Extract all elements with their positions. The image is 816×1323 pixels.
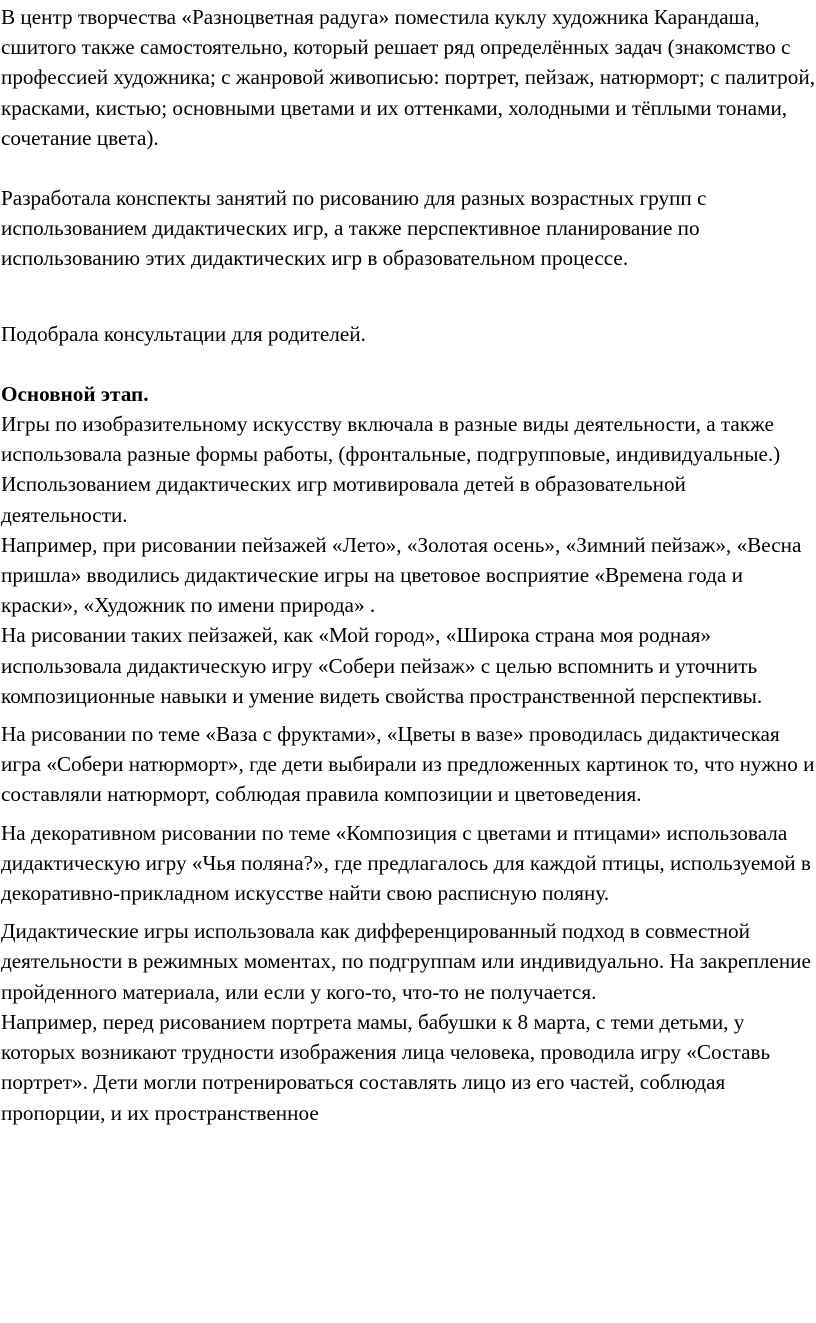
paragraph-portrait: Например, перед рисованием портрета мамы, бабушки к 8 марта, с теми детьми, у которых возникают трудности изображения лица человека, проводила игру «Составь портрет». Дети могли потренироваться составлять лицо из его частей, соблюдая пропорции, и их пространственное xyxy=(1,1009,771,1125)
paragraph-games-forms: Игры по изобразительному искусству включала в разные виды деятельности, а также использовала разные формы работы, (фронтальные, подгрупповые, индивидуальные.) xyxy=(1,412,781,467)
paragraph-spacing xyxy=(1,711,816,719)
section-heading-main-stage: Основной этап. xyxy=(1,381,149,406)
blank-line xyxy=(1,349,816,379)
paragraph-city-landscapes: На рисовании таких пейзажей, как «Мой город», «Широка страна моя родная» использовала дидактическую игру «Собери пейзаж» с целью вспомнить и уточнить композиционные навыки и умение видеть свойства пространственной перспективы. xyxy=(1,623,763,708)
blank-line xyxy=(1,274,816,319)
paragraph-landscapes: Например, при рисовании пейзажей «Лето», «Золотая осень», «Зимний пейзаж», «Весна пришла» вводились дидактические игры на цветовое восприятие «Времена года и краски», «Художник по имени природа» . xyxy=(1,532,802,618)
paragraph-still-life: На рисовании по теме «Ваза с фруктами», «Цветы в вазе» проводилась дидактическая игра «Собери натюрморт», где дети выбирали из предложенных картинок то, что нужно и составляли натюрморт, соблюдая правила композиции и цветоведения. xyxy=(1,722,815,807)
paragraph-developed: Разработала конспекты занятий по рисованию для разных возрастных групп с использованием дидактических игр, а также перспективное планирование по использованию этих дидактических игр в образовательном процессе. xyxy=(1,186,707,271)
paragraph-consultations: Подобрала консультации для родителей. xyxy=(1,321,366,346)
paragraph-intro: В центр творчества «Разноцветная радуга» поместила куклу художника Карандаша, сшитого также самостоятельно, который решает ряд определённых задач (знакомство с профессией художника; с жанровой живописью: портрет, пейзаж, натюрморт; с палитрой, красками, кистью; основными цветами и их оттенками, холодными и тёплыми тонами, сочетание цвета). xyxy=(1,5,815,150)
paragraph-spacing xyxy=(1,908,816,916)
paragraph-motivation: Использованием дидактических игр мотивировала детей в образовательной деятельности. xyxy=(1,472,686,527)
paragraph-decorative: На декоративном рисовании по теме «Композиция с цветами и птицами» использовала дидактическую игру «Чья поляна?», где предлагалось для каждой птицы, используемой в декоративно-прикладном искусстве найти свою расписную поляну. xyxy=(1,820,811,906)
paragraph-spacing xyxy=(1,810,816,818)
paragraph-differentiated: Дидактические игры использовала как дифференцированный подход в совместной деятельности в режимных моментах, по подгруппам или индивидуально. На закрепление пройденного материала, или если у кого-то, что-то не получается. xyxy=(1,919,811,1004)
blank-line xyxy=(1,153,816,183)
